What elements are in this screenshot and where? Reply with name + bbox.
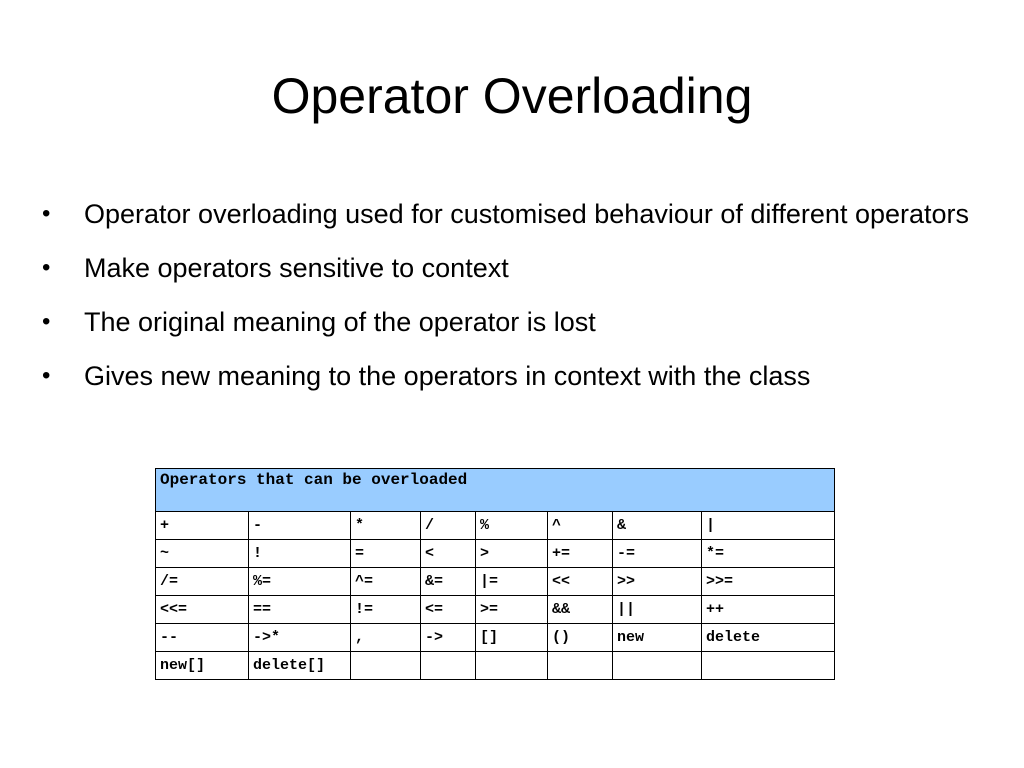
table-cell: -> bbox=[421, 624, 476, 652]
bullet-dot-icon: • bbox=[42, 308, 51, 335]
table-cell: -= bbox=[613, 540, 702, 568]
table-cell: | bbox=[702, 512, 835, 540]
table-cell bbox=[702, 652, 835, 680]
table-cell: = bbox=[351, 540, 421, 568]
table-cell: & bbox=[613, 512, 702, 540]
bullet-text: Gives new meaning to the operators in context with the class bbox=[84, 361, 811, 391]
table-cell: , bbox=[351, 624, 421, 652]
table-cell: > bbox=[476, 540, 548, 568]
table-cell: << bbox=[548, 568, 613, 596]
table-cell bbox=[476, 652, 548, 680]
table-cell: <= bbox=[421, 596, 476, 624]
table-cell: == bbox=[249, 596, 351, 624]
table-cell: - bbox=[249, 512, 351, 540]
table-cell: ++ bbox=[702, 596, 835, 624]
table-cell bbox=[351, 652, 421, 680]
table-cell: + bbox=[156, 512, 249, 540]
table-row bbox=[156, 596, 835, 624]
table-cell bbox=[613, 652, 702, 680]
table-row bbox=[156, 652, 835, 680]
table-cell: ! bbox=[249, 540, 351, 568]
table-cell: &= bbox=[421, 568, 476, 596]
table-cell: %= bbox=[249, 568, 351, 596]
table-cell: || bbox=[613, 596, 702, 624]
bullet-list bbox=[42, 194, 992, 410]
bullet-item bbox=[42, 194, 992, 234]
table-cell: /= bbox=[156, 568, 249, 596]
table-cell: % bbox=[476, 512, 548, 540]
table-body bbox=[156, 512, 835, 680]
table-cell: ~ bbox=[156, 540, 249, 568]
table-cell bbox=[548, 652, 613, 680]
table-cell: delete[] bbox=[249, 652, 351, 680]
table-header: Operators that can be overloaded bbox=[156, 469, 835, 512]
table-cell: >= bbox=[476, 596, 548, 624]
table-cell: delete bbox=[702, 624, 835, 652]
table-cell: ^= bbox=[351, 568, 421, 596]
table-cell: new bbox=[613, 624, 702, 652]
table-row bbox=[156, 624, 835, 652]
table-cell: ->* bbox=[249, 624, 351, 652]
table-cell: -- bbox=[156, 624, 249, 652]
table-cell: |= bbox=[476, 568, 548, 596]
table-cell: && bbox=[548, 596, 613, 624]
table-cell: [] bbox=[476, 624, 548, 652]
table-cell: != bbox=[351, 596, 421, 624]
table-cell bbox=[421, 652, 476, 680]
table-row bbox=[156, 568, 835, 596]
table-cell: () bbox=[548, 624, 613, 652]
table-cell: <<= bbox=[156, 596, 249, 624]
table-cell: >> bbox=[613, 568, 702, 596]
table-cell: / bbox=[421, 512, 476, 540]
slide-title: Operator Overloading bbox=[271, 68, 753, 124]
table-cell: < bbox=[421, 540, 476, 568]
table-cell: >>= bbox=[702, 568, 835, 596]
table-cell: new[] bbox=[156, 652, 249, 680]
table-row bbox=[156, 512, 835, 540]
table-cell: * bbox=[351, 512, 421, 540]
operators-table bbox=[155, 468, 835, 680]
table-cell: *= bbox=[702, 540, 835, 568]
bullet-text: Make operators sensitive to context bbox=[84, 253, 509, 283]
bullet-text: Operator overloading used for customised behaviour of different operators bbox=[84, 199, 970, 229]
bullet-dot-icon: • bbox=[42, 362, 51, 389]
table-cell: ^ bbox=[548, 512, 613, 540]
table-row bbox=[156, 540, 835, 568]
bullet-item bbox=[42, 248, 992, 288]
bullet-dot-icon: • bbox=[42, 254, 51, 281]
bullet-item bbox=[42, 356, 992, 396]
bullet-item bbox=[42, 302, 992, 342]
table-header-row bbox=[156, 469, 835, 512]
table-cell: += bbox=[548, 540, 613, 568]
bullet-text: The original meaning of the operator is lost bbox=[84, 307, 596, 337]
bullet-dot-icon: • bbox=[42, 200, 51, 227]
